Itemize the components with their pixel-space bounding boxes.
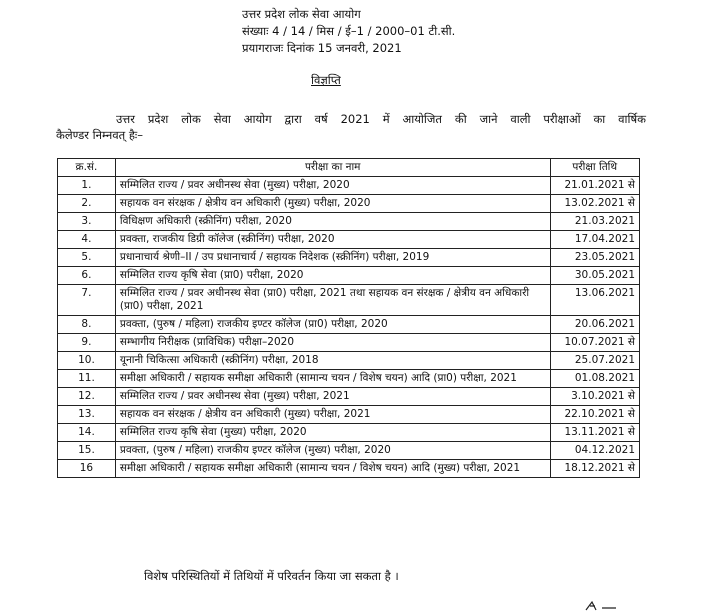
row-exam-date: 21.01.2021 से	[550, 177, 639, 195]
table-row	[58, 267, 640, 285]
row-exam-date: 20.06.2021	[550, 316, 639, 334]
row-serial: 10.	[58, 352, 116, 370]
row-exam-name: समीक्षा अधिकारी / सहायक समीक्षा अधिकारी (सामान्य चयन / विशेष चयन) आदि (मुख्य) परीक्षा, 2021	[115, 460, 550, 478]
intro-line-1: उत्तर प्रदेश लोक सेवा आयोग द्वारा वर्ष 2021 में आयोजित की जाने वाली परीक्षाओं का वार्षिक	[116, 112, 646, 126]
table-row	[58, 195, 640, 213]
table-header-row	[58, 159, 640, 177]
row-exam-date: 13.11.2021 से	[550, 424, 639, 442]
org-name: उत्तर प्रदेश लोक सेवा आयोग	[242, 7, 361, 21]
row-exam-date: 30.05.2021	[550, 267, 639, 285]
row-exam-date: 01.08.2021	[550, 370, 639, 388]
letter-header	[242, 6, 455, 57]
row-exam-date: 23.05.2021	[550, 249, 639, 267]
header-exam-name: परीक्षा का नाम	[115, 159, 550, 177]
row-serial: 9.	[58, 334, 116, 352]
row-exam-name: विधिक्षण अधिकारी (स्क्रीनिंग) परीक्षा, 2020	[115, 213, 550, 231]
intro-paragraph	[56, 111, 646, 143]
table-row	[58, 442, 640, 460]
row-exam-name: प्रवक्ता, (पुरुष / महिला) राजकीय इण्टर कॉलेज (प्रा0) परीक्षा, 2020	[115, 316, 550, 334]
notice-title: विज्ञप्ति	[311, 73, 341, 87]
row-exam-name: सम्मिलित राज्य कृषि सेवा (मुख्य) परीक्षा, 2020	[115, 424, 550, 442]
row-exam-name: प्रधानाचार्य श्रेणी–II / उप प्रधानाचार्य / सहायक निदेशक (स्क्रीनिंग) परीक्षा, 2019	[115, 249, 550, 267]
row-exam-date: 21.03.2021	[550, 213, 639, 231]
row-exam-date: 13.02.2021 से	[550, 195, 639, 213]
row-exam-date: 10.07.2021 से	[550, 334, 639, 352]
exam-calendar-table	[57, 158, 640, 478]
row-serial: 12.	[58, 388, 116, 406]
row-serial: 1.	[58, 177, 116, 195]
row-exam-name: समीक्षा अधिकारी / सहायक समीक्षा अधिकारी (सामान्य चयन / विशेष चयन) आदि (प्रा0) परीक्षा, 2021	[115, 370, 550, 388]
row-exam-name: सहायक वन संरक्षक / क्षेत्रीय वन अधिकारी (मुख्य) परीक्षा, 2020	[115, 195, 550, 213]
row-exam-date: 22.10.2021 से	[550, 406, 639, 424]
table-row	[58, 406, 640, 424]
row-serial: 11.	[58, 370, 116, 388]
row-serial: 13.	[58, 406, 116, 424]
table-row	[58, 285, 640, 316]
footer-note: विशेष परिस्थितियों में तिथियों में परिवर्तन किया जा सकता है ।	[144, 569, 399, 583]
row-serial: 16	[58, 460, 116, 478]
table-row	[58, 249, 640, 267]
row-serial: 6.	[58, 267, 116, 285]
row-exam-name: प्रवक्ता, राजकीय डिग्री कॉलेज (स्क्रीनिंग) परीक्षा, 2020	[115, 231, 550, 249]
row-exam-name: सम्मिलित राज्य / प्रवर अधीनस्थ सेवा (मुख्य) परीक्षा, 2021	[115, 388, 550, 406]
row-exam-date: 18.12.2021 से	[550, 460, 639, 478]
row-serial: 4.	[58, 231, 116, 249]
row-serial: 3.	[58, 213, 116, 231]
row-serial: 7.	[58, 285, 116, 316]
row-exam-date: 25.07.2021	[550, 352, 639, 370]
row-exam-name: प्रवक्ता, (पुरुष / महिला) राजकीय इण्टर कॉलेज (मुख्य) परीक्षा, 2020	[115, 442, 550, 460]
table-row	[58, 424, 640, 442]
row-serial: 14.	[58, 424, 116, 442]
table-row	[58, 334, 640, 352]
row-exam-name: सम्मिलित राज्य / प्रवर अधीनस्थ सेवा (प्रा0) परीक्षा, 2021 तथा सहायक वन संरक्षक / क्षेत्रीय वन अधिकारी (प्रा0) परीक्षा, 2021	[115, 285, 550, 316]
row-exam-date: 17.04.2021	[550, 231, 639, 249]
header-serial: क्र.सं.	[58, 159, 116, 177]
table-row	[58, 460, 640, 478]
row-exam-date: 3.10.2021 से	[550, 388, 639, 406]
row-serial: 8.	[58, 316, 116, 334]
row-serial: 2.	[58, 195, 116, 213]
letter-date: प्रयागराजः दिनांक 15 जनवरी, 2021	[242, 41, 402, 55]
row-exam-date: 04.12.2021	[550, 442, 639, 460]
table-row	[58, 370, 640, 388]
table-row	[58, 388, 640, 406]
intro-line-2: कैलेण्डर निम्नवत् हैः–	[56, 128, 144, 142]
table-row	[58, 177, 640, 195]
row-exam-name: सहायक वन संरक्षक / क्षेत्रीय वन अधिकारी (मुख्य) परीक्षा, 2021	[115, 406, 550, 424]
row-exam-name: सम्मिलित राज्य कृषि सेवा (प्रा0) परीक्षा, 2020	[115, 267, 550, 285]
row-serial: 5.	[58, 249, 116, 267]
header-exam-date: परीक्षा तिथि	[550, 159, 639, 177]
row-exam-date: 13.06.2021	[550, 285, 639, 316]
table-row	[58, 352, 640, 370]
table-row	[58, 316, 640, 334]
table-row	[58, 231, 640, 249]
table-row	[58, 213, 640, 231]
row-exam-name: यूनानी चिकित्सा अधिकारी (स्क्रीनिंग) परीक्षा, 2018	[115, 352, 550, 370]
row-exam-name: सम्भागीय निरीक्षक (प्राविधिक) परीक्षा–2020	[115, 334, 550, 352]
row-exam-name: सम्मिलित राज्य / प्रवर अधीनस्थ सेवा (मुख्य) परीक्षा, 2020	[115, 177, 550, 195]
row-serial: 15.	[58, 442, 116, 460]
reference-number: संख्याः 4 / 14 / मिस / ई–1 / 2000–01 टी.सी.	[242, 24, 456, 38]
